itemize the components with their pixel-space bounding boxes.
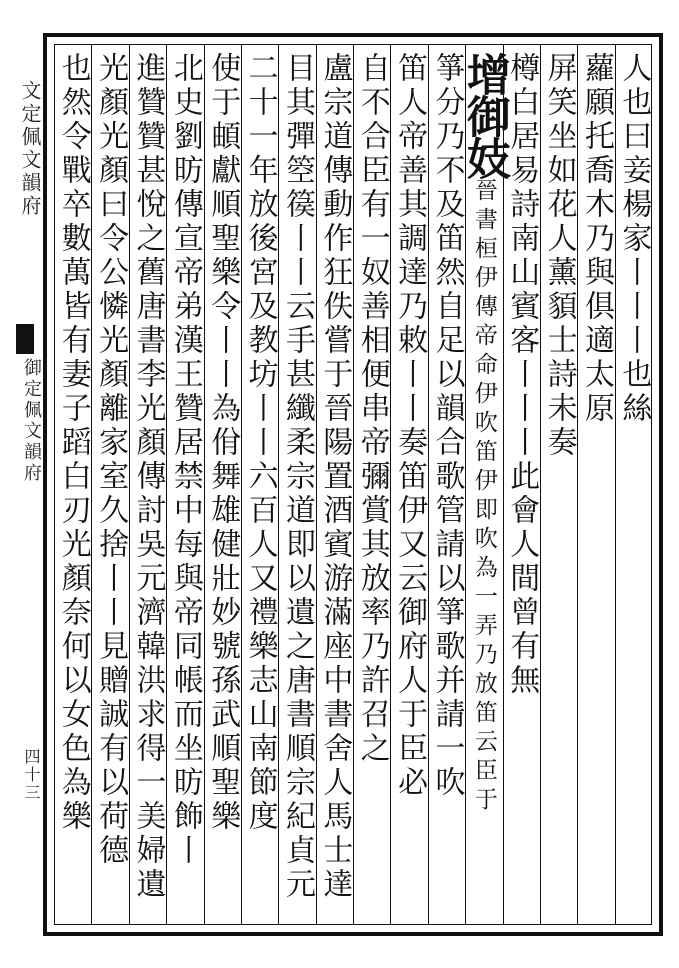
margin-book-title: 御定佩文韻府 bbox=[21, 358, 42, 484]
fishtail-mark bbox=[16, 324, 34, 354]
column-text: 笛人帝善其調達乃敕丨丨奏笛伊又云御府人于臣必 bbox=[392, 52, 428, 800]
column-text: 箏分乃不及笛然自足以韻合歌管請以箏歌并請一吹 bbox=[429, 52, 465, 800]
text-column bbox=[54, 52, 91, 834]
column-text: 目其彈箜篌丨丨云手甚纖柔宗道即以遺之唐書順宗紀貞元 bbox=[279, 52, 315, 902]
column-text: 人也曰妾楊家丨丨丨也絲 bbox=[616, 52, 652, 426]
annotation-block bbox=[471, 178, 497, 816]
margin-page-number: 四十三 bbox=[22, 748, 41, 802]
column-text: 自不合臣有一奴善相便串帝彌賞其放率乃許召之 bbox=[354, 52, 390, 766]
column-text: 使于頔獻順聖樂令丨丨為佾舞雄健壯妙號孫武順聖樂 bbox=[205, 52, 241, 834]
column-text: 盧宗道傳動作狂佚嘗于晉陽置酒賓游滿座中書舍人馬士達 bbox=[317, 52, 353, 902]
column-text: 北史劉昉傳宣帝弟漢王贊居禁中每與帝同帳而坐昉飾丨 bbox=[167, 52, 203, 868]
headword: 增御妓 bbox=[458, 52, 510, 178]
column-text: 屏笑坐如花人薰䫉士詩未奏 bbox=[541, 52, 577, 460]
annotation-line: 晉書桓伊傳帝命伊吹笛伊即吹為一弄乃放笛云臣于 bbox=[470, 178, 497, 816]
column-text: 進贊贊甚悅之舊唐書李光顏傳討吳元濟韓洪求得一美婦遺 bbox=[130, 52, 166, 902]
column-text: 蘿願托喬木乃與俱適太原 bbox=[578, 52, 614, 426]
column-text: 也然令戰卒數萬皆有妻子蹈白刃光顏奈何以女色為樂 bbox=[55, 52, 91, 834]
column-text: 二十一年放後宮及教坊丨丨六百人又禮樂志山南節度 bbox=[242, 52, 278, 834]
margin-title: 文定佩文韻府 bbox=[18, 80, 42, 218]
column-text: 樽白居易詩南山賓客丨丨丨此會人間曾有無 bbox=[504, 52, 540, 698]
column-text: 光顏光顏曰令公憐光顏離家室久捨丨丨見贈誠有以荷德 bbox=[93, 52, 129, 868]
